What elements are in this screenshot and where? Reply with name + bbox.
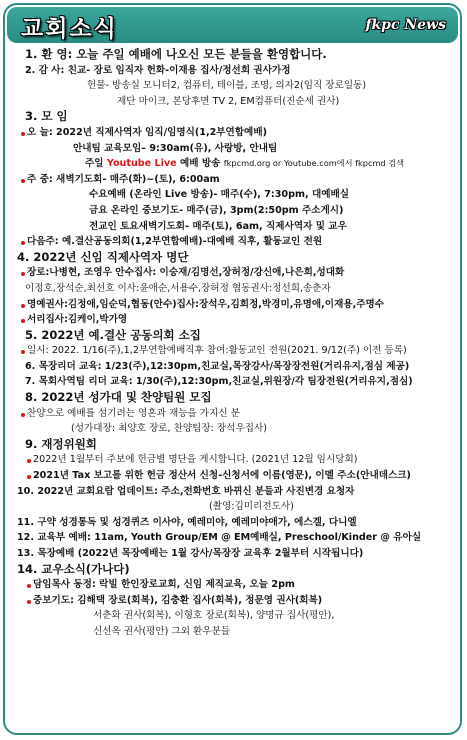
item-cell-leader-training: 6. 목장리더 교육: 1/23(주),12:30pm,친교실,목장강사/목장장전원(거리유지,점심 제공) — [25, 360, 410, 372]
meeting-friday: 금요 온라인 중보기도- 매주(금), 3pm(2:50pm 주소게시) — [89, 204, 344, 216]
meeting-usher-training: 안내팀 교육모임– 9:30am(유), 사랑방, 안내팀 — [73, 142, 278, 154]
item-ministry-leader-training: 7. 목회사역팀 리더 교육: 1/30(주),12:30pm,친교실,위원장/각 팀장전원(거리유지,점심) — [25, 376, 413, 388]
meeting-date: 일시: 2022. 1/16(주),1,2부연합예배직후 참여:활동교인 전원(2021. 9/12(주) 이전 등록) — [27, 345, 407, 357]
directory-photographer: (촬영:김미리전도사) — [209, 501, 294, 513]
bullet-dot — [27, 584, 31, 588]
officers-honorary: 명예권사:김정애,임순덕,협동(안수)집사:장석우,김희정,박경미,유명애,이재용,주명수 — [27, 298, 385, 310]
meeting-today: 오 늘: 2022년 직제사역자 임직/임명식(1,2부연합예배) — [27, 126, 267, 138]
officers-deacons: 서리집사:김케이,박가영 — [27, 314, 128, 326]
prayer-requests-end: 신선옥 권사(평안) 그외 환우분들 — [93, 625, 231, 637]
choir-leaders: (성가대장: 최양호 장로, 찬양팀장: 장석우집사) — [71, 423, 268, 435]
news-label: fkpc News — [365, 17, 446, 33]
item-bible-reading: 11. 구약 성경통독 및 성경퀴즈 이사야, 예레미야, 예레미야애가, 에스겔, 다니엘 — [17, 516, 357, 528]
meeting-saturday: 전교인 토요새벽기도회- 매주(토), 6am, 직제사역자 및 교우 — [89, 220, 347, 232]
item-thanks: 2. 감 사: 친교- 장로 임직자 헌화-이재용 집사/정선희 권사가정 — [25, 64, 291, 76]
header-banner — [7, 7, 458, 43]
meeting-weekday: 주 중: 새벽기도회- 매주(화)~(토), 6:00am — [27, 173, 220, 185]
prayer-requests-cont: 서춘화 권사(회복), 이형호 장로(회복), 양명규 집사(평안), — [93, 610, 335, 622]
pastor-news: 담임목사 동정: 락빌 한인장로교회, 신임 제직교육, 오늘 2pm — [33, 579, 295, 591]
meeting-youtube-live: 주일 Youtube Live 예배 방송 fkpcmd.org or Youtube.com에서 fkpcmd 검색 — [85, 158, 405, 170]
choir-description: 찬양으로 예배를 섬기려는 영혼과 재능을 가지신 분 — [27, 407, 240, 419]
item-welcome: 1. 환 영: 오늘 주일 예배에 나오신 모든 분들을 환영합니다. — [25, 47, 327, 61]
prayer-requests: 중보기도: 김해택 장로(회복), 김충환 집사(회복), 정문영 권사(회복) — [33, 594, 323, 606]
meeting-wednesday: 수요예배 (온라인 Live 방송)- 매주(수), 7:30pm, 대예배실 — [89, 189, 350, 201]
item-cell-worship: 13. 목장예배 (2022년 목장예배는 1월 강사/목장장 교육후 2월부터 시작됩니다) — [17, 548, 364, 559]
section-congregation-meeting: 5. 2022년 예.결산 공동의회 소집 — [25, 327, 201, 342]
bullet-dot — [21, 304, 25, 308]
bullet-dot — [21, 132, 25, 136]
bullet-dot — [21, 350, 25, 354]
meeting-next-week: 다음주: 예.결산공동의회(1,2부연합예배)-대예배 직후, 활동교인 전원 — [27, 236, 323, 248]
bulletin-title: 교회소식 — [21, 15, 118, 42]
item-thanks-offering: 헌물- 방송실 모니터2, 컴퓨터, 테이블, 조명, 의자2(임직 장로일동) — [87, 80, 367, 92]
bullet-dot — [21, 413, 25, 417]
bullet-dot — [21, 179, 25, 183]
bullet-dot — [27, 475, 31, 479]
bullet-dot — [21, 272, 25, 276]
bulletin-frame — [3, 3, 462, 735]
section-new-officers: 4. 2022년 신임 직제사역자 명단 — [17, 249, 189, 264]
youtube-live-label: Youtube Live — [106, 158, 177, 170]
finance-tax-report: 2021년 Tax 보고를 위한 헌금 정산서 신청-신청서에 이름(영문), 이멜 주소(안내데스크) — [33, 470, 411, 482]
section-member-news: 14. 교우소식(가나다) — [17, 561, 130, 576]
officers-elders: 장로:나병현, 조영우 안수집사: 이승재/김명선,장허정/강신애,나은희,성대화 — [27, 267, 345, 279]
item-directory-update: 10. 2022년 교회요람 업데이트: 주소,전화번호 바뀌신 분들과 사진변경 요청자 — [17, 485, 355, 497]
bullet-dot — [27, 459, 31, 463]
finance-offering-list: 2022년 1월부터 주보에 헌금별 명단을 게시합니다. (2021년 12월 임시당회) — [33, 454, 358, 466]
bullet-dot — [21, 241, 25, 245]
section-finance: 9. 재정위원회 — [25, 436, 97, 451]
bullet-dot — [21, 319, 25, 323]
announcement-list — [11, 47, 457, 640]
officers-trustees: 이정호,장석순,최선호 이사:윤애순,서용수,장허정 협동권사:정선희,송춘자 — [25, 282, 331, 294]
section-meetings: 3. 모 임 — [25, 109, 68, 124]
item-thanks-altar: 제단 마이크, 본당후면 TV 2, EM컴퓨터(진순세 권사) — [117, 95, 340, 107]
item-education-worship: 12. 교육부 예배: 11am, Youth Group/EM @ EM예배실, Preschool/Kinder @ 유아실 — [17, 532, 422, 544]
bullet-dot — [27, 600, 31, 604]
section-choir-recruit: 8. 2022년 성가대 및 찬양팀원 모집 — [25, 390, 212, 405]
